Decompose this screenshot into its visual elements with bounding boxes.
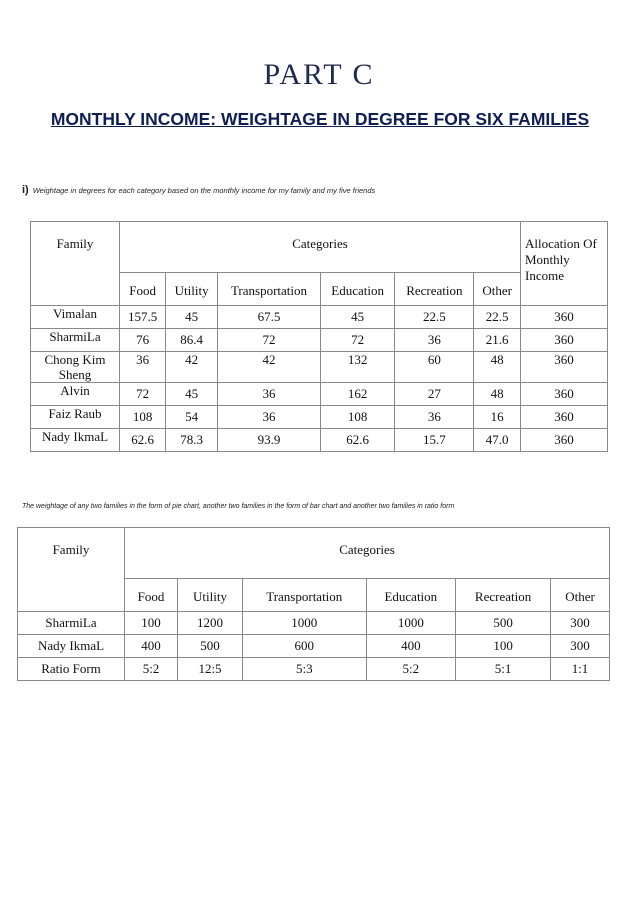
value-cell: 16 [474, 406, 521, 429]
category-header: Transportation [218, 273, 321, 306]
value-cell: 36 [395, 406, 474, 429]
value-cell: 78.3 [166, 429, 218, 452]
categories-header: Categories [120, 222, 521, 273]
table-row [18, 635, 610, 658]
family-cell: Nady IkmaL [18, 635, 125, 658]
value-cell: 47.0 [474, 429, 521, 452]
total-cell: 360 [521, 329, 608, 352]
value-cell: 76 [120, 329, 166, 352]
value-cell: 400 [366, 635, 456, 658]
value-cell: 400 [125, 635, 178, 658]
category-header: Transportation [243, 579, 367, 612]
family-cell: Alvin [31, 383, 120, 406]
family-header: Family [31, 222, 120, 306]
category-header: Education [320, 273, 395, 306]
table-row [18, 612, 610, 635]
category-header: Food [120, 273, 166, 306]
sub-title: MONTHLY INCOME: WEIGHTAGE IN DEGREE FOR SIX FAMILIES [50, 109, 590, 129]
value-cell: 1:1 [551, 658, 610, 681]
note-text: Weightage in degrees for each category based on the monthly income for my family and my five friends [32, 186, 376, 195]
family-header: Family [18, 528, 125, 612]
value-cell: 72 [320, 329, 395, 352]
value-cell: 45 [320, 306, 395, 329]
value-cell: 60 [395, 352, 474, 383]
value-cell: 12:5 [178, 658, 243, 681]
value-cell: 86.4 [166, 329, 218, 352]
value-cell: 62.6 [320, 429, 395, 452]
value-cell: 67.5 [218, 306, 321, 329]
value-cell: 5:2 [125, 658, 178, 681]
table-row [31, 406, 608, 429]
family-cell: SharmiLa [31, 329, 120, 352]
value-cell: 42 [218, 352, 321, 383]
value-cell: 36 [218, 406, 321, 429]
table-row [31, 383, 608, 406]
value-cell: 27 [395, 383, 474, 406]
total-cell: 360 [521, 429, 608, 452]
category-header: Other [474, 273, 521, 306]
value-cell: 42 [166, 352, 218, 383]
note-number: i) [22, 184, 29, 196]
family-cell: Chong Kim Sheng [31, 352, 120, 383]
value-cell: 132 [320, 352, 395, 383]
value-cell: 21.6 [474, 329, 521, 352]
value-cell: 500 [456, 612, 551, 635]
family-cell: Vimalan [31, 306, 120, 329]
degree-weightage-table [30, 221, 608, 452]
total-cell: 360 [521, 406, 608, 429]
value-cell: 22.5 [395, 306, 474, 329]
part-title: PART C [263, 58, 375, 91]
value-cell: 48 [474, 383, 521, 406]
family-cell: SharmiLa [18, 612, 125, 635]
value-cell: 45 [166, 383, 218, 406]
category-header: Other [551, 579, 610, 612]
value-cell: 300 [551, 612, 610, 635]
income-amount-table [17, 527, 610, 681]
value-cell: 300 [551, 635, 610, 658]
allocation-header: Allocation Of Monthly Income [521, 222, 608, 306]
value-cell: 100 [125, 612, 178, 635]
value-cell: 1000 [243, 612, 367, 635]
category-header: Education [366, 579, 456, 612]
value-cell: 36 [395, 329, 474, 352]
value-cell: 72 [120, 383, 166, 406]
value-cell: 36 [120, 352, 166, 383]
value-cell: 5:3 [243, 658, 367, 681]
value-cell: 54 [166, 406, 218, 429]
value-cell: 5:1 [456, 658, 551, 681]
value-cell: 45 [166, 306, 218, 329]
value-cell: 62.6 [120, 429, 166, 452]
table-row [18, 658, 610, 681]
note-weightage-degrees [22, 184, 375, 196]
category-header: Food [125, 579, 178, 612]
value-cell: 22.5 [474, 306, 521, 329]
value-cell: 36 [218, 383, 321, 406]
value-cell: 500 [178, 635, 243, 658]
category-header: Utility [178, 579, 243, 612]
value-cell: 600 [243, 635, 367, 658]
value-cell: 15.7 [395, 429, 474, 452]
table-row [31, 429, 608, 452]
category-header: Utility [166, 273, 218, 306]
value-cell: 48 [474, 352, 521, 383]
total-cell: 360 [521, 352, 608, 383]
value-cell: 93.9 [218, 429, 321, 452]
value-cell: 100 [456, 635, 551, 658]
category-header: Recreation [456, 579, 551, 612]
value-cell: 5:2 [366, 658, 456, 681]
note-chart-forms: The weightage of any two families in the form of pie chart, another two families in the form of bar chart and another two families in ratio form [22, 503, 455, 510]
value-cell: 162 [320, 383, 395, 406]
value-cell: 1200 [178, 612, 243, 635]
category-header: Recreation [395, 273, 474, 306]
total-cell: 360 [521, 306, 608, 329]
family-cell: Ratio Form [18, 658, 125, 681]
categories-header: Categories [125, 528, 610, 579]
value-cell: 108 [120, 406, 166, 429]
table-row [31, 329, 608, 352]
table-row [31, 352, 608, 383]
value-cell: 1000 [366, 612, 456, 635]
total-cell: 360 [521, 383, 608, 406]
value-cell: 72 [218, 329, 321, 352]
value-cell: 157.5 [120, 306, 166, 329]
table-row [31, 306, 608, 329]
family-cell: Nady IkmaL [31, 429, 120, 452]
value-cell: 108 [320, 406, 395, 429]
family-cell: Faiz Raub [31, 406, 120, 429]
